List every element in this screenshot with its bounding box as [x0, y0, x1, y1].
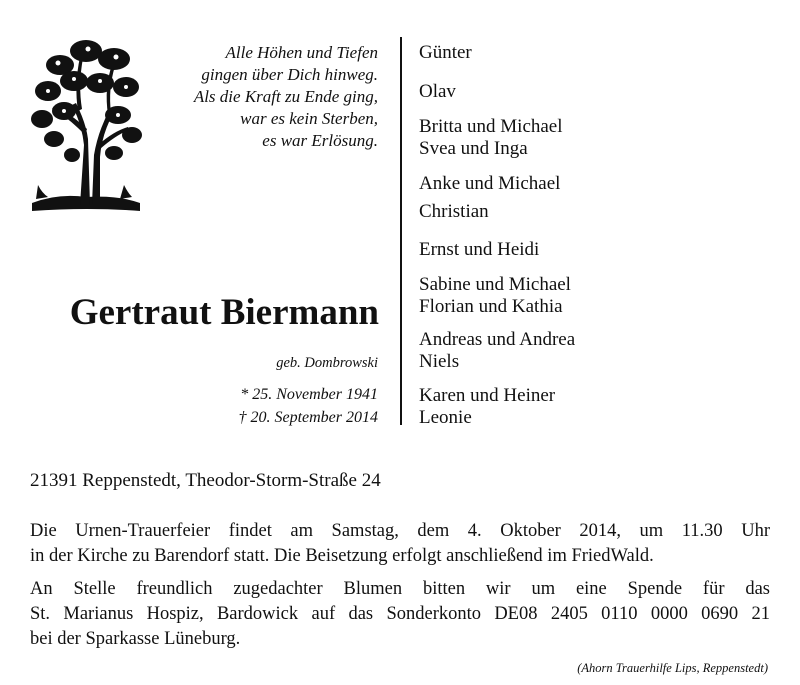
divider [400, 37, 402, 425]
mourner-group [419, 173, 560, 223]
mourner-line: Sabine und Michael [419, 274, 571, 295]
poem [194, 42, 378, 152]
poem-line: war es kein Sterben, [240, 109, 378, 128]
mourner-line: Günter [419, 42, 472, 63]
paragraph-line: bei der Sparkasse Lüneburg. [30, 629, 241, 649]
funeral-home-credit: (Ahorn Trauerhilfe Lips, Reppenstedt) [577, 661, 768, 675]
poem-line: gingen über Dich hinweg. [201, 65, 378, 84]
birth-date: * 25. November 1941 [240, 386, 378, 403]
mourner-group [419, 385, 555, 429]
mourner-group [419, 329, 575, 373]
mourner-group [419, 116, 563, 160]
mourner-line: Britta und Michael [419, 116, 563, 137]
mourner-line: Olav [419, 81, 456, 102]
poem-line: Als die Kraft zu Ende ging, [193, 87, 378, 106]
poem-line: Alle Höhen und Tiefen [225, 43, 378, 62]
mourner-line: Svea und Inga [419, 138, 528, 159]
mourner-group [419, 81, 456, 103]
mourner-line: Karen und Heiner [419, 385, 556, 406]
address: 21391 Reppenstedt, Theodor-Storm-Straße 24 [30, 470, 381, 491]
donation-paragraph [30, 577, 770, 652]
maiden-name: geb. Dombrowski [276, 355, 378, 371]
mourner-line: Leonie [419, 407, 472, 428]
paragraph-line: St. Marianus Hospiz, Bardowick auf das Sonderkonto DE08 2405 0110 0000 0690 21 [30, 604, 770, 624]
mourner-line: Ernst und Heidi [419, 239, 540, 260]
paragraph-line: An Stelle freundlich zugedachter Blumen bitten wir um eine Spende für das [30, 579, 770, 599]
poem-line: es war Erlösung. [262, 131, 378, 150]
life-dates [238, 383, 378, 429]
deceased-name: Gertraut Biermann [69, 292, 379, 333]
mourner-line: Florian und Kathia [419, 296, 563, 317]
tree-icon [28, 35, 144, 215]
death-date: † 20. September 2014 [238, 409, 378, 426]
mourner-group [419, 42, 472, 64]
mourner-line: Christian [419, 201, 489, 222]
mourner-line: Andreas und Andrea [419, 329, 576, 350]
paragraph-line: Die Urnen-Trauerfeier findet am Samstag, dem 4. Oktober 2014, um 11.30 Uhr [30, 521, 770, 541]
mourner-line: Anke und Michael [419, 173, 561, 194]
paragraph-line: in der Kirche zu Barendorf statt. Die Beisetzung erfolgt anschließend im FriedWald. [30, 546, 654, 566]
mourner-group [419, 239, 539, 261]
ceremony-paragraph [30, 519, 770, 569]
mourner-group [419, 274, 571, 318]
mourner-line: Niels [419, 351, 460, 372]
